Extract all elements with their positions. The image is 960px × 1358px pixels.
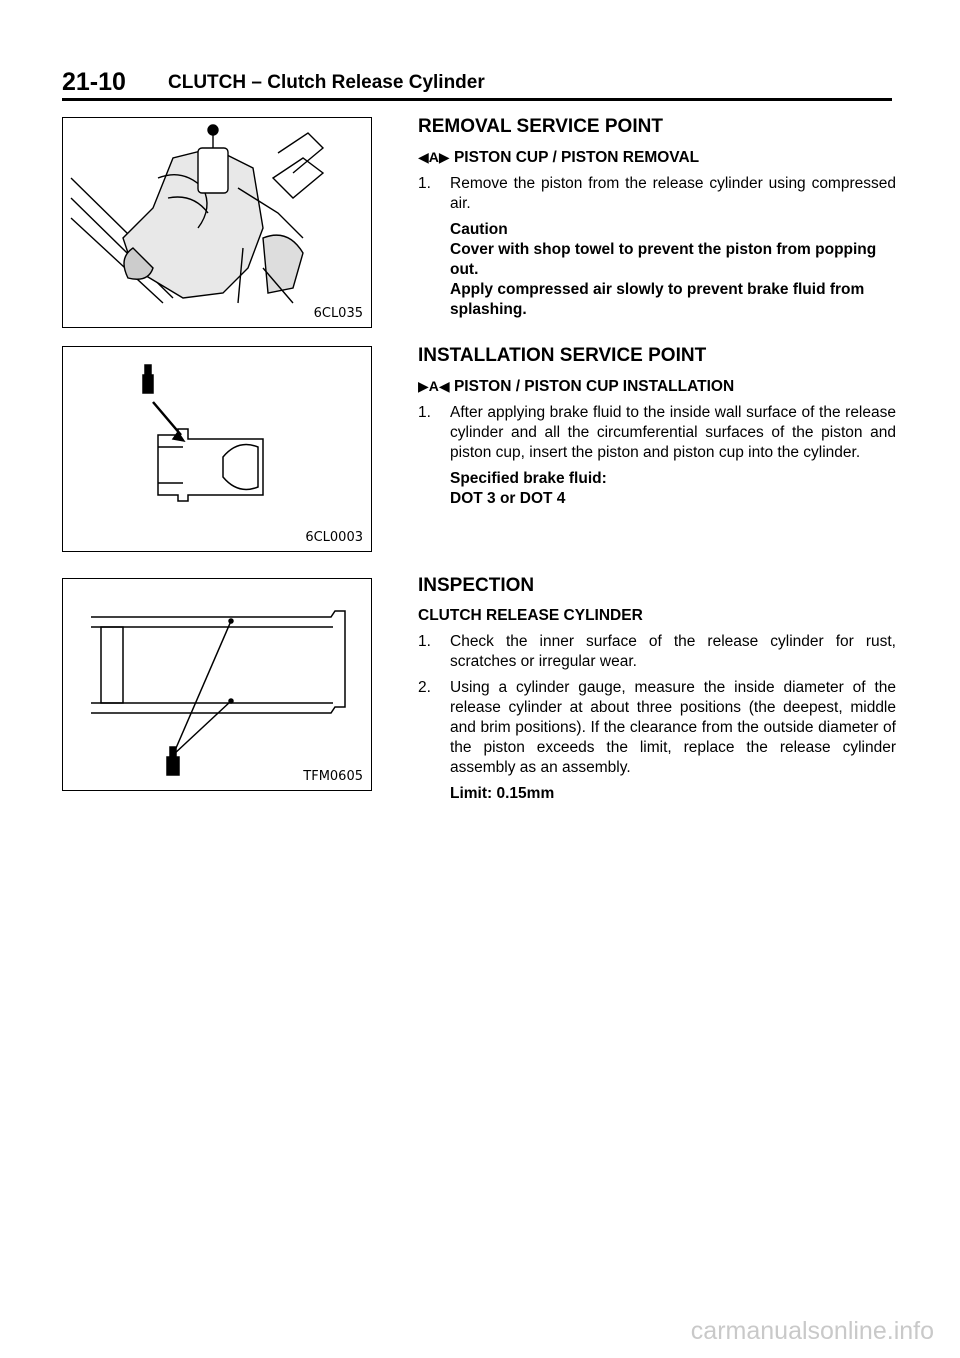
piston-removal-illustration <box>63 118 370 326</box>
watermark: carmanualsonline.info <box>690 1317 934 1345</box>
caution-text-2: Apply compressed air slowly to prevent brake fluid from splashing. <box>450 281 865 318</box>
step-number: 2. <box>418 679 431 696</box>
inspection-section <box>418 576 896 804</box>
installation-section <box>418 346 896 509</box>
step-text: Check the inner surface of the release cylinder for rust, scratches or irregular wear. <box>450 633 896 670</box>
removal-title: REMOVAL SERVICE POINT <box>418 116 663 137</box>
removal-section <box>418 117 896 320</box>
page-number: 21-10 <box>62 68 126 96</box>
figure-piston-installation <box>62 346 372 552</box>
header-title: CLUTCH – Clutch Release Cylinder <box>168 72 485 93</box>
figure-piston-removal <box>62 117 372 328</box>
step-number: 1. <box>418 175 431 192</box>
installation-step-1 <box>418 403 896 463</box>
inspection-step-2 <box>418 678 896 778</box>
inspection-title: INSPECTION <box>418 575 535 596</box>
page-header <box>62 68 892 101</box>
limit-value: Limit: 0.15mm <box>450 785 555 802</box>
figure-code: 6CL0003 <box>305 530 363 545</box>
inspection-subtitle: CLUTCH RELEASE CYLINDER <box>418 607 643 624</box>
cylinder-inspection-illustration <box>63 579 370 789</box>
figure-cylinder-inspection <box>62 578 372 791</box>
removal-step-1 <box>418 174 896 214</box>
caution-title: Caution <box>450 221 508 238</box>
step-number: 1. <box>418 404 431 421</box>
step-text: Using a cylinder gauge, measure the inside diameter of the release cylinder at about three positions (the deepest, middle and brim positions). If the clearance from the outside diameter of the piston exceeds the limit, replace the release cylinder assembly as an assembly. <box>450 679 896 776</box>
inspection-step-1 <box>418 632 896 672</box>
installation-subtitle-text: PISTON / PISTON CUP INSTALLATION <box>453 378 735 395</box>
caution-text-1: Cover with shop towel to prevent the piston from popping out. <box>450 241 877 278</box>
removal-subtitle <box>418 147 896 168</box>
step-text: After applying brake fluid to the inside wall surface of the release cylinder and all the circumferential surfaces of the piston and piston cup, insert the piston and piston cup into the cylinder. <box>450 404 896 461</box>
installation-title: INSTALLATION SERVICE POINT <box>418 345 707 366</box>
removal-subtitle-text: PISTON CUP / PISTON REMOVAL <box>453 149 700 166</box>
figure-code: 6CL035 <box>313 306 363 321</box>
step-text: Remove the piston from the release cylinder using compressed air. <box>450 175 896 212</box>
step-number: 1. <box>418 633 431 650</box>
installation-mark: ▶A◀ <box>418 378 450 394</box>
piston-installation-illustration <box>63 347 370 550</box>
spec-label: Specified brake fluid: <box>450 470 607 487</box>
removal-mark: ◀A▶ <box>418 149 450 165</box>
installation-subtitle <box>418 376 896 397</box>
spec-value: DOT 3 or DOT 4 <box>450 490 566 507</box>
figure-code: TFM0605 <box>303 769 363 784</box>
